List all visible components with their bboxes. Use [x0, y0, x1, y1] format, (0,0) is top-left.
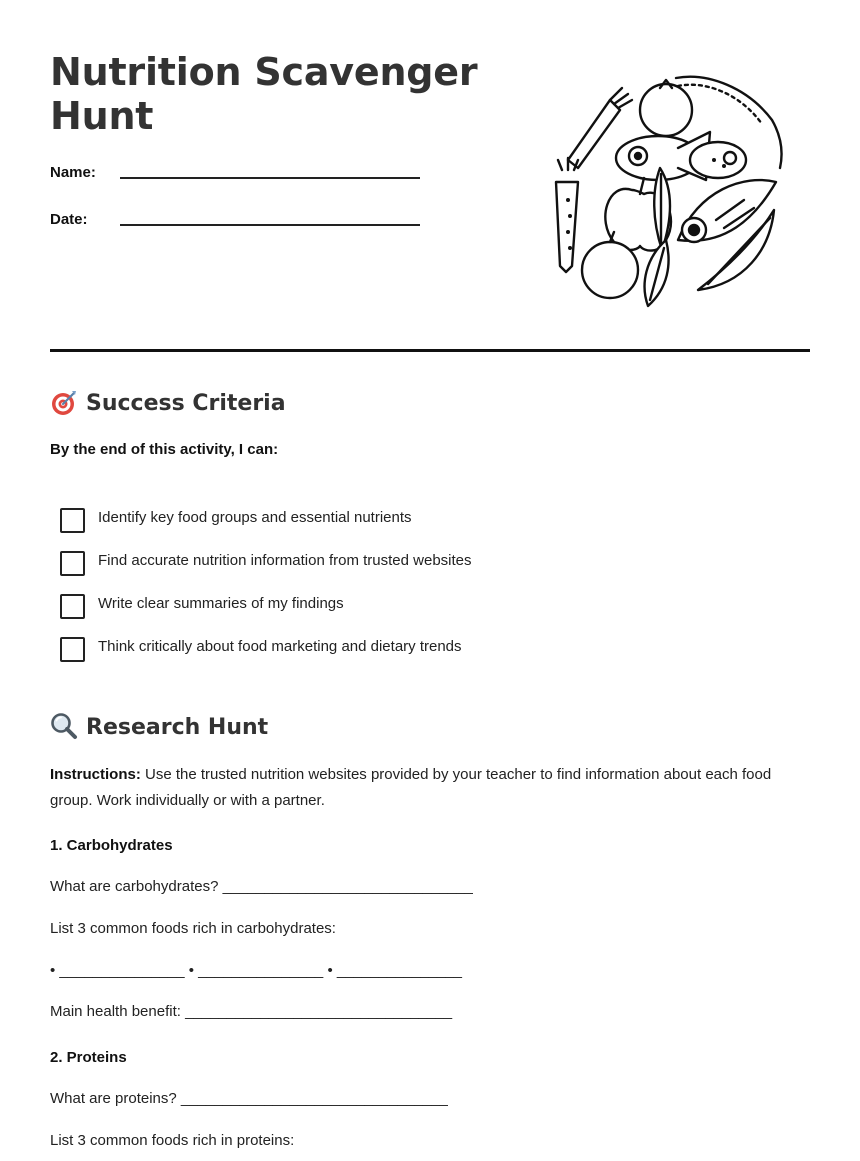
- title-line-1: Nutrition Scavenger: [50, 50, 478, 94]
- title-line-2: Hunt: [50, 94, 154, 138]
- criteria-text: Find accurate nutrition information from trusted websites: [98, 552, 472, 569]
- research-hunt-heading: [50, 713, 268, 743]
- magnifier-icon: [50, 712, 78, 740]
- criteria-checkbox[interactable]: [60, 637, 85, 662]
- date-line[interactable]: [120, 224, 420, 226]
- carbohydrates-question-definition[interactable]: What are carbohydrates? ______________________________: [50, 878, 473, 895]
- research-hunt-title: Research Hunt: [86, 715, 269, 740]
- criteria-checkbox[interactable]: [60, 551, 85, 576]
- header-divider: [50, 349, 810, 352]
- success-criteria-heading: [50, 389, 286, 419]
- proteins-question-definition[interactable]: What are proteins? ________________________________: [50, 1090, 448, 1107]
- instructions-label: Instructions:: [50, 766, 141, 783]
- food-circle-illustration: [548, 70, 788, 310]
- criteria-text: Think critically about food marketing and dietary trends: [98, 638, 462, 655]
- carbohydrates-food-blanks[interactable]: • _______________ • _______________ • _______________: [50, 962, 462, 979]
- date-field: [50, 211, 430, 241]
- page-title: [50, 50, 490, 138]
- proteins-question-foods: List 3 common foods rich in proteins:: [50, 1132, 295, 1149]
- criteria-checkbox[interactable]: [60, 508, 85, 533]
- instructions-paragraph: [50, 762, 810, 814]
- criteria-checkbox[interactable]: [60, 594, 85, 619]
- carbohydrates-question-foods: List 3 common foods rich in carbohydrates:: [50, 920, 336, 937]
- success-lead: By the end of this activity, I can:: [50, 441, 279, 458]
- name-label: Name:: [50, 164, 96, 181]
- carbohydrates-question-benefit[interactable]: Main health benefit: ________________________________: [50, 1003, 453, 1020]
- criteria-text: Identify key food groups and essential nutrients: [98, 509, 412, 526]
- criteria-text: Write clear summaries of my findings: [98, 595, 344, 612]
- date-label: Date:: [50, 211, 88, 228]
- name-field: [50, 164, 430, 194]
- proteins-heading: 2. Proteins: [50, 1049, 127, 1066]
- carbohydrates-heading: 1. Carbohydrates: [50, 837, 173, 854]
- target-icon: [50, 388, 78, 416]
- instructions-text: Use the trusted nutrition websites provided by your teacher to find information about each food group. Work individually or with a partner.: [50, 766, 772, 809]
- success-criteria-title: Success Criteria: [86, 391, 286, 416]
- name-line[interactable]: [120, 177, 420, 179]
